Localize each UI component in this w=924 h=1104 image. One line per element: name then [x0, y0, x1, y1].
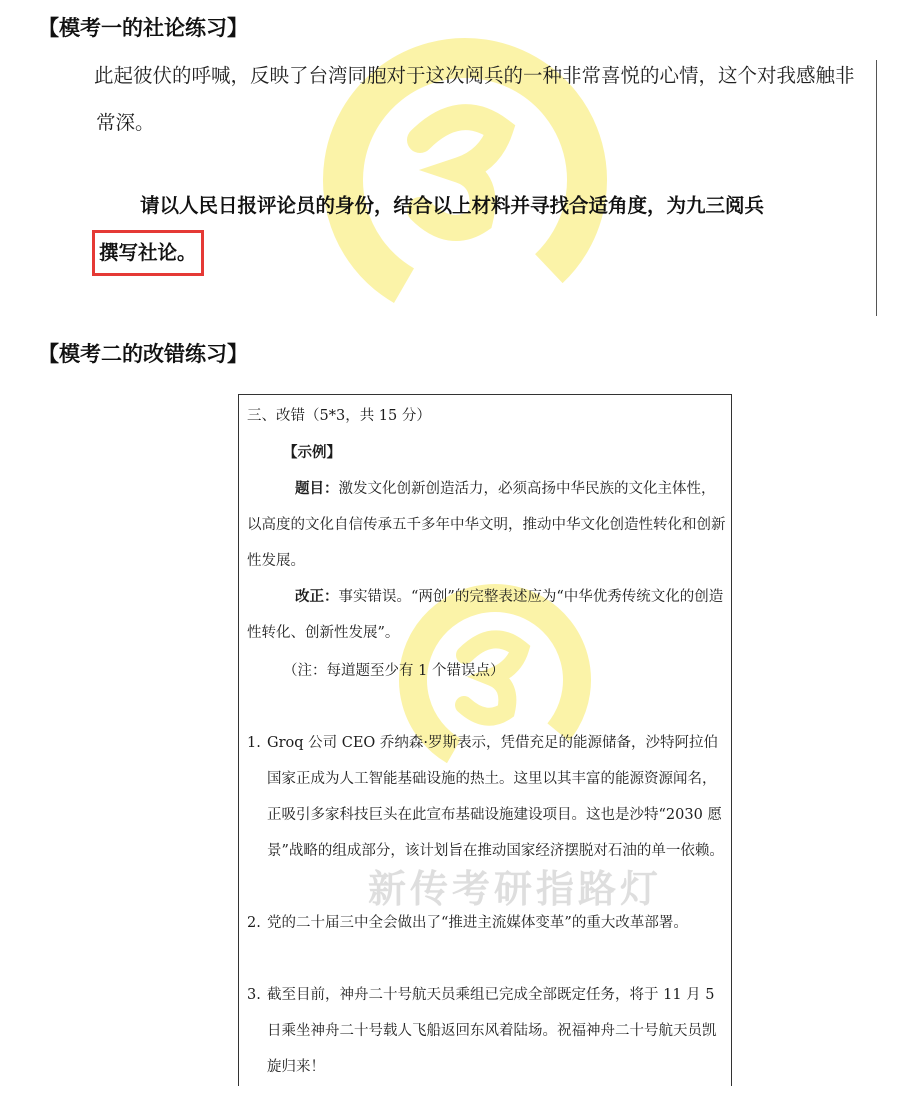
essay-paragraph: 此起彼伏的呼喊，反映了台湾同胞对于这次阅兵的一种非常喜悦的心情，这个对我感触非常深。 — [94, 64, 855, 134]
item-text: 截至目前，神舟二十号航天员乘组已完成全部既定任务，将于 11 月 5 日乘坐神舟二十号载人飞船返回东风着陆场。祝福神舟二十号航天员凯旋归来！ — [267, 987, 717, 1075]
card-note: （注：每道题至少有 1 个错误点） — [283, 663, 505, 679]
instruction-text: 请以人民日报评论员的身份，结合以上材料并寻找合适角度，为九三阅兵 — [140, 194, 765, 217]
item-number: 3. — [247, 987, 261, 1003]
correction-exercise-card — [238, 394, 732, 1086]
page-edge-rule — [876, 60, 877, 316]
highlighted-phrase: 撰写社论。 — [92, 230, 204, 276]
correction-label: 改正： — [295, 588, 339, 605]
question-label: 题目： — [295, 480, 339, 497]
example-correction — [247, 579, 729, 651]
item-text: 党的二十届三中全会做出了“推进主流媒体变革”的重大改革部署。 — [267, 915, 688, 931]
section-title-mock1: 【模考一的社论练习】 — [38, 16, 248, 40]
section-title-mock2: 【模考二的改错练习】 — [38, 342, 248, 366]
example-label: 【示例】 — [283, 444, 341, 461]
question-text: 激发文化创新创造活力，必须高扬中华民族的文化主体性，以高度的文化自信传承五千多年中华文明，推动中华文化创造性转化和创新性发展。 — [247, 481, 726, 569]
item-text: Groq 公司 CEO 乔纳森·罗斯表示，凭借充足的能源储备，沙特阿拉伯国家正成为人工智能基础设施的热土。这里以其丰富的能源资源闻名，正吸引多家科技巨头在此宣布基础设施建设项目。这也是沙特“2030 愿景”战略的组成部分，该计划旨在推动国家经济摆脱对石油的单一依赖。 — [267, 735, 724, 859]
list-item — [247, 725, 727, 869]
list-item — [247, 905, 727, 941]
card-heading: 三、改错（5*3，共 15 分） — [247, 408, 431, 424]
correction-text: 事实错误。“两创”的完整表述应为“中华优秀传统文化的创造性转化、创新性发展”。 — [247, 589, 724, 641]
watermark-text: 新传考研指路灯 — [368, 867, 663, 911]
essay-instruction — [96, 182, 868, 276]
item-number: 1. — [247, 735, 261, 751]
list-item — [247, 977, 727, 1085]
item-number: 2. — [247, 915, 261, 931]
example-question — [247, 471, 729, 579]
